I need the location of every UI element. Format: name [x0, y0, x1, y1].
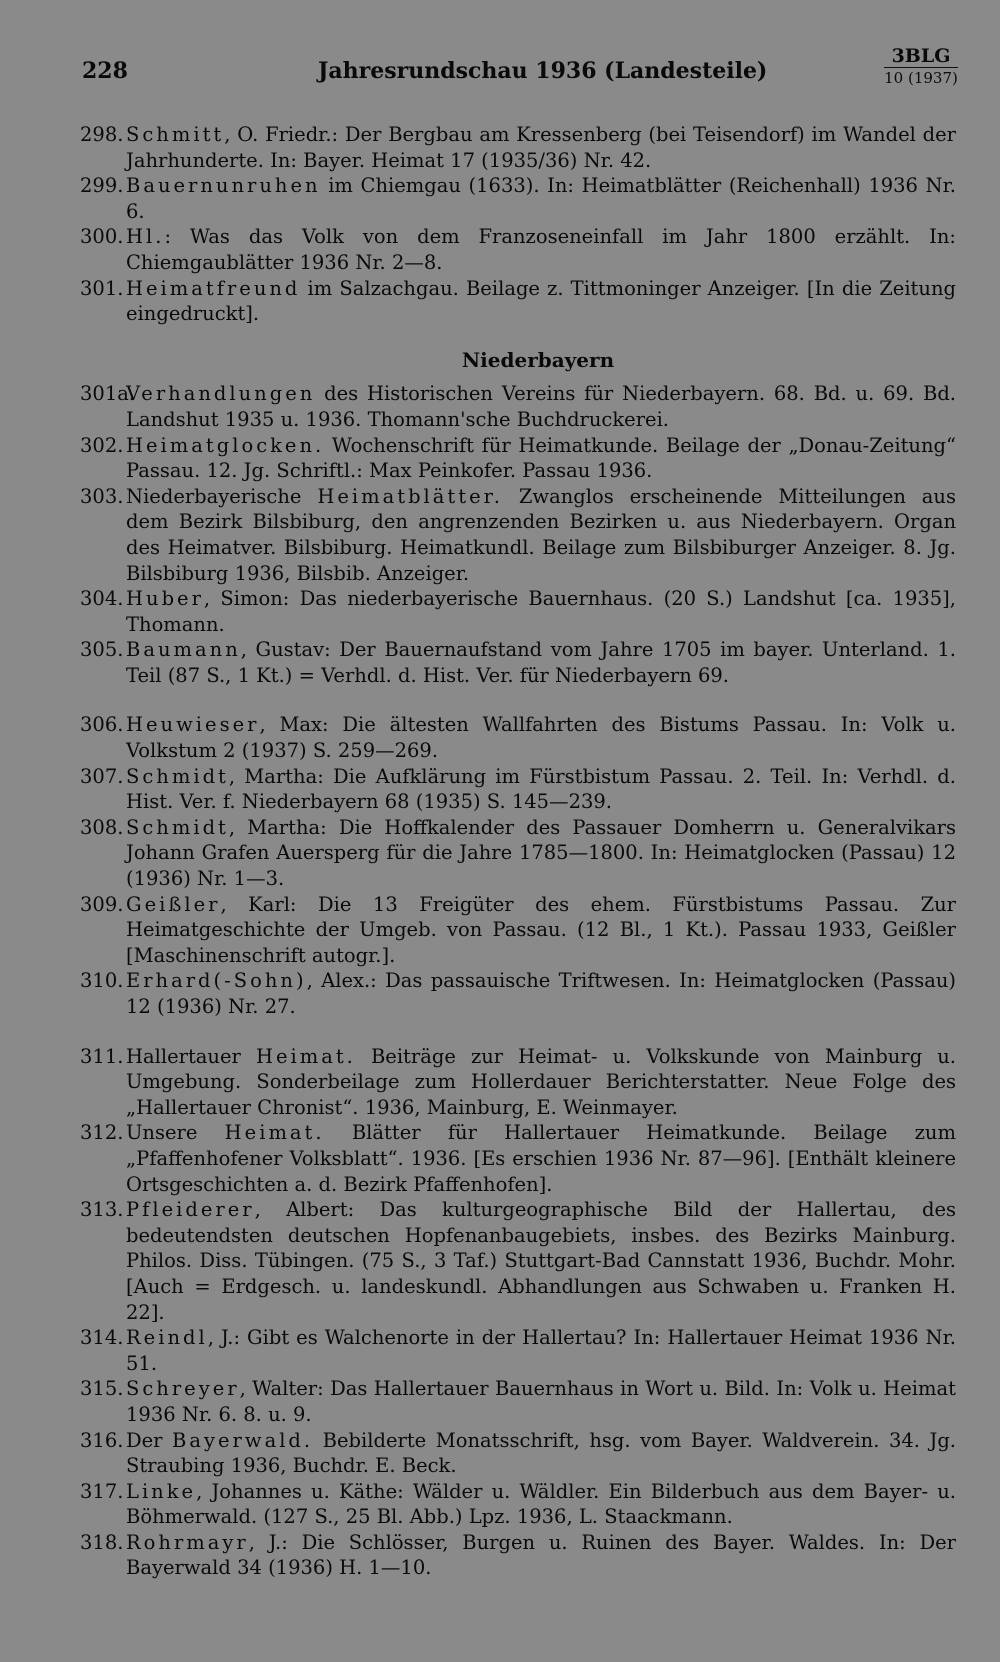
- entry-rest: , J.: Gibt es Walchenorte in der Hallertau? In: Hallertauer Heimat 1936 Nr. 51.: [126, 1326, 956, 1375]
- entry-author: Erhard(-Sohn): [126, 969, 307, 993]
- entry-rest: , Johannes u. Käthe: Wälder u. Wäldler. Ein Bilderbuch aus dem Bayer- u. Böhmerwald. (127 S., 25 Bl. Abb.) Lpz. 1936, L. Staackmann.: [126, 1479, 956, 1529]
- entry-author: Heimat.: [224, 1121, 325, 1145]
- entry-text: [126, 1376, 956, 1427]
- entry-rest: , J.: Die Schlösser, Burgen u. Ruinen des Bayer. Waldes. In: Der Bayerwald 34 (1936) H. 1—10.: [126, 1530, 956, 1580]
- list-item: [80, 484, 956, 586]
- list-item: [80, 224, 956, 275]
- list-item: [80, 1325, 956, 1376]
- entry-number: 304.: [80, 587, 124, 611]
- entry-rest: Beiträge zur Heimat- u. Volkskunde von Mainburg u. Umgebung. Sonderbeilage zum Hollerdauer Berichterstatter. Neue Folge des „Hallertauer Chronist“. 1936, Mainburg, E. Weinmayer.: [126, 1044, 957, 1119]
- entry-text: [126, 586, 956, 637]
- entry-prefix: Der: [126, 1428, 173, 1452]
- entry-text: [126, 276, 956, 327]
- entry-text: [126, 1479, 956, 1530]
- list-item: [80, 815, 956, 892]
- entry-text: [126, 764, 956, 815]
- volume-code-bottom: 10 (1937): [884, 69, 958, 87]
- list-item: [80, 433, 956, 484]
- entry-text: [126, 968, 956, 1019]
- entry-author: Heimatblätter.: [317, 484, 503, 508]
- entry-author: Schmitt: [126, 123, 225, 146]
- entry-text: [126, 381, 956, 432]
- entry-text: [126, 815, 956, 892]
- list-item: [80, 764, 956, 815]
- entry-author: Baumann: [126, 638, 241, 662]
- entry-author: Verhandlungen: [126, 382, 316, 406]
- entry-rest: : Was das Volk von dem Franzoseneinfall im Jahr 1800 erzählt. In: Chiemgaublätter 1936 Nr. 2—8.: [126, 225, 956, 274]
- entry-number: 311.: [80, 1044, 124, 1068]
- entry-rest: , Alex.: Das passauische Triftwesen. In: Heimatglocken (Passau) 12 (1936) Nr. 27.: [126, 969, 956, 1018]
- entry-text: [126, 1325, 956, 1376]
- list-item: [80, 122, 956, 173]
- entry-prefix: Hallertauer: [126, 1044, 256, 1068]
- entry-number: 298.: [80, 123, 124, 146]
- entry-rest: , Martha: Die Hoffkalender des Passauer Domherrn u. Generalvikars Johann Grafen Auersperg für die Jahre 1785—1800. In: Heimatglocken (Passau) 12 (1936) Nr. 1—3.: [126, 815, 956, 891]
- entry-text: [126, 122, 956, 173]
- list-item: [80, 586, 956, 637]
- entry-number: 303.: [80, 484, 124, 508]
- entry-number: 307.: [80, 764, 124, 788]
- entry-author: Linke: [126, 1479, 197, 1503]
- entry-text: [126, 712, 956, 763]
- entry-number: 317.: [80, 1479, 124, 1503]
- entry-author: Heuwieser: [126, 713, 260, 737]
- entry-number: 309.: [80, 892, 124, 916]
- entry-author: Heimatglocken.: [126, 433, 325, 457]
- entry-prefix: Unsere: [126, 1121, 225, 1145]
- list-item: [80, 173, 956, 224]
- entry-number: 299.: [80, 174, 124, 198]
- entry-text: [126, 224, 956, 275]
- entry-rest: , Martha: Die Aufklärung im Fürstbistum Passau. 2. Teil. In: Verhdl. d. Hist. Ver. f. Niederbayern 68 (1935) S. 145—239.: [126, 764, 956, 814]
- spacer: [80, 688, 956, 712]
- entry-number: 315.: [80, 1377, 124, 1401]
- entry-author: Reindl: [126, 1326, 208, 1350]
- entry-number: 314.: [80, 1326, 124, 1350]
- entry-author: Pfleiderer: [126, 1198, 255, 1222]
- list-item: [80, 1376, 956, 1427]
- entry-rest: , Max: Die ältesten Wallfahrten des Bistums Passau. In: Volk u. Volkstum 2 (1937) S. 259—269.: [126, 713, 956, 763]
- list-item: [80, 1428, 956, 1479]
- section-heading: Niederbayern: [461, 347, 615, 372]
- entry-rest: Blätter für Hallertauer Heimatkunde. Beilage zum „Pfaffenhofener Volksblatt“. 1936. [Es erschien 1936 Nr. 87—96]. [Enthält kleinere Ortsgeschichten a. d. Bezirk Pfaffenhofen].: [126, 1121, 956, 1196]
- entry-rest: Wochenschrift für Heimatkunde. Beilage der „Donau-Zeitung“ Passau. 12. Jg. Schriftl.: Max Peinkofer. Passau 1936.: [126, 433, 956, 483]
- list-item: [80, 381, 956, 432]
- entry-number: 306.: [80, 713, 124, 737]
- entry-rest: , Albert: Das kulturgeographische Bild der Hallertau, des bedeutendsten deutschen Hopfenanbaugebiets, insbes. des Bezirks Mainburg. Philos. Diss. Tübingen. (75 S., 3 Taf.) Stuttgart-Bad Cannstatt 1936, Buchdr. Mohr. [Auch = Erdgesch. u. landeskundl. Abhandlungen aus Schwaben u. Franken H. 22].: [126, 1198, 956, 1324]
- entry-rest: , Karl: Die 13 Freigüter des ehem. Fürstbistums Passau. Zur Heimatgeschichte der Umgeb. von Passau. (12 Bl., 1 Kt.). Passau 1933, Geißler [Maschinenschrift autogr.].: [126, 892, 956, 967]
- list-item: [80, 1197, 956, 1325]
- list-item: [80, 637, 956, 688]
- list-item: [80, 1044, 956, 1121]
- entry-number: 305.: [80, 638, 124, 662]
- entry-author: Heimatfreund: [126, 276, 301, 300]
- list-item: [80, 968, 956, 1019]
- entry-text: [126, 637, 956, 688]
- entry-number: 301.: [80, 276, 124, 300]
- volume-code-top: 3BLG: [884, 46, 958, 68]
- entry-text: [126, 484, 956, 586]
- list-item: [80, 276, 956, 327]
- bibliography-list: [80, 122, 956, 1581]
- entry-author: Schreyer: [126, 1377, 240, 1401]
- entry-prefix: Niederbayerische: [126, 484, 318, 508]
- volume-code: [884, 46, 958, 88]
- entry-text: [126, 1530, 956, 1581]
- entry-rest: , Simon: Das niederbayerische Bauernhaus. (20 S.) Landshut [ca. 1935], Thomann.: [126, 587, 956, 636]
- entry-number: 302.: [80, 433, 124, 457]
- entry-author: Heimat.: [255, 1044, 356, 1068]
- entry-number: 300.: [80, 225, 124, 249]
- entry-number: 301a.: [80, 382, 136, 406]
- entry-text: [126, 1197, 956, 1325]
- list-item: [80, 892, 956, 969]
- entry-text: [126, 1428, 956, 1479]
- entry-rest: im Salzachgau. Beilage z. Tittmoninger Anzeiger. [In die Zeitung eingedruckt].: [126, 276, 956, 326]
- list-item: [80, 712, 956, 763]
- entry-rest: , Gustav: Der Bauernaufstand vom Jahre 1705 im bayer. Unterland. 1. Teil (87 S., 1 Kt.) = Verhdl. d. Hist. Ver. für Niederbayern 69.: [126, 638, 956, 687]
- list-item: [80, 1479, 956, 1530]
- spacer: [80, 1020, 956, 1044]
- entry-text: [126, 173, 956, 224]
- entry-author: Hl.: [126, 225, 165, 249]
- entry-author: Geißler: [126, 892, 221, 916]
- entry-text: [126, 892, 956, 969]
- entry-text: [126, 1120, 956, 1197]
- entry-text: [126, 433, 956, 484]
- entry-rest: , Walter: Das Hallertauer Bauernhaus in Wort u. Bild. In: Volk u. Heimat 1936 Nr. 6. 8. u. 9.: [126, 1377, 956, 1426]
- entry-rest: des Historischen Vereins für Niederbayern. 68. Bd. u. 69. Bd. Landshut 1935 u. 1936. Thomann'sche Buchdruckerei.: [126, 382, 956, 431]
- entry-number: 312.: [80, 1121, 124, 1145]
- entry-author: Bayerwald.: [172, 1428, 314, 1452]
- entry-number: 316.: [80, 1428, 124, 1452]
- entry-rest: Zwanglos erscheinende Mitteilungen aus dem Bezirk Bilsbiburg, den angrenzenden Bezirken u. aus Niederbayern. Organ des Heimatver. Bilsbiburg. Heimatkundl. Beilage zum Bilsbiburger Anzeiger. 8. Jg. Bilsbiburg 1936, Bilsbib. Anzeiger.: [126, 484, 956, 585]
- entry-number: 310.: [80, 969, 124, 993]
- running-title: Jahresrundschau 1936 (Landesteile): [318, 58, 768, 84]
- entry-author: Huber: [126, 587, 204, 611]
- entry-number: 318.: [80, 1530, 124, 1554]
- entry-rest: im Chiemgau (1633). In: Heimatblätter (Reichenhall) 1936 Nr. 6.: [126, 174, 956, 223]
- list-item: [80, 1530, 956, 1581]
- page-number: 228: [82, 58, 128, 84]
- entry-author: Bauernunruhen: [126, 174, 321, 198]
- entry-author: Rohrmayr: [126, 1530, 249, 1554]
- entry-text: [126, 1044, 956, 1121]
- entry-number: 313.: [80, 1198, 124, 1222]
- list-item: [80, 1120, 956, 1197]
- entry-author: Schmidt: [126, 815, 229, 839]
- entry-rest: , O. Friedr.: Der Bergbau am Kressenberg (bei Teisendorf) im Wandel der Jahrhunderte. In: Bayer. Heimat 17 (1935/36) Nr. 42.: [126, 123, 956, 172]
- entry-number: 308.: [80, 815, 124, 839]
- entry-author: Schmidt: [126, 764, 229, 788]
- entry-rest: Bebilderte Monatsschrift, hsg. vom Bayer. Waldverein. 34. Jg. Straubing 1936, Buchdr. E. Beck.: [126, 1428, 956, 1478]
